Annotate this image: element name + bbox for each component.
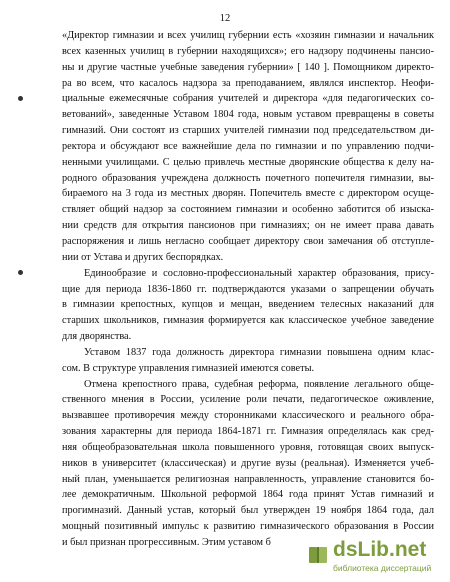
- book-logo-icon: [307, 544, 329, 566]
- text-line: старших школьников, гимназия формируется как классическое учебное заведение: [62, 315, 434, 327]
- text-line: ный план, уменьшается религиозная направленность, управление становится бо-: [62, 473, 434, 485]
- margin-bullet-icon: [18, 96, 23, 101]
- text-line: распоряжения и лишь негласно сообщает директору свои замечания об отступле-: [62, 235, 434, 247]
- text-line: «Директор гимназии и всех училищ губернии есть «хозяин гимназии и начальник: [62, 30, 434, 41]
- text-line: лее демократичным. Школьной реформой 1864 года принят Устав гимназий и: [62, 489, 434, 501]
- text-line: сом. В структуре управления гимназией имеются советы.: [62, 362, 315, 374]
- text-line: в гимназии крепостных, купцов и мещан, введением телесных наказаний для: [62, 299, 434, 311]
- text-line: прогимназий. Данный устав, который был утвержден 19 ноября 1864 года, дал: [62, 505, 434, 517]
- text-line: и был признан прогрессивным. Этим уставом б: [62, 537, 271, 548]
- text-line: циальные ежемесячные собрания учителей и директора «для педагогических со-: [62, 93, 434, 105]
- text-line: ников в университет (классическая) и другие вузы (реальная). Изменяется учеб-: [62, 457, 434, 469]
- page-number: 12: [219, 13, 231, 24]
- watermark-title: dsLib.net: [333, 538, 427, 561]
- text-line: ствляет общий надзор за состоянием гимназии и особенно заботится об изыска-: [62, 204, 434, 216]
- watermark-subtitle: библиотека диссертаций: [333, 563, 432, 573]
- text-line: ректора и обсуждают все важнейшие дела по гимназии и по управлению подчи-: [62, 140, 434, 152]
- text-line: ны и другие частные учебные заведения губернии» [ 140 ]. Помощником директо-: [62, 61, 434, 73]
- text-line: щие для периода 1836-1860 гг. подтверждаются указами о запрещении обучать: [62, 283, 434, 295]
- text-line: зования характерны для периода 1864-1871 гг. Гимназия определялась как сред-: [62, 426, 434, 438]
- text-line: родного образования учреждена должность почетного попечителя гимназии, вы-: [62, 172, 434, 184]
- margin-bullet-icon: [18, 270, 23, 275]
- text-line: ра во всем, что касалось надзора за преподаванием, являлся инспектор. Неофи-: [62, 77, 434, 89]
- text-line: ненными училищами. С целью привлечь местные дворянские общества к делу на-: [62, 156, 434, 168]
- text-line: ветований», заведенные Уставом 1804 года, новым уставом превращены в советы: [62, 109, 434, 121]
- text-line: няя общеобразовательная школа повышенного уровня, готовящая своих выпуск-: [62, 441, 434, 453]
- text-line: нии средств для открытия пансионов при гимназиях; он не имеет права давать: [62, 220, 434, 232]
- text-line: мощный позитивный импульс к развитию гимназического образования в России: [62, 521, 434, 533]
- text-line: вызвавшее противоречия между сторонниками классического и реального обра-: [62, 410, 434, 422]
- text-line: Отмена крепостного права, судебная реформа, появление легального обще-: [84, 378, 434, 390]
- text-line: ственного мнения в России, усиление роли печати, педагогическое оживление,: [62, 394, 434, 406]
- text-line: гимназий. Они состоят из старших учителей гимназии под председательством ди-: [62, 125, 434, 137]
- watermark: [307, 538, 442, 576]
- text-line: Единообразие и сословно-профессиональный характер образования, прису-: [84, 267, 434, 279]
- text-line: нии от Устава и других беспорядках.: [62, 251, 224, 263]
- text-line: бираемого на 3 года из местных дворян. Попечитель вместе с директором осуще-: [62, 188, 434, 200]
- document-body: [62, 28, 434, 551]
- text-line: Уставом 1837 года должность директора гимназии повышена одним клас-: [84, 346, 434, 358]
- text-line: всех казенных училищ в губернии находящихся»; его надзору подчинены пансио-: [62, 45, 434, 57]
- text-line: для дворянства.: [62, 331, 132, 343]
